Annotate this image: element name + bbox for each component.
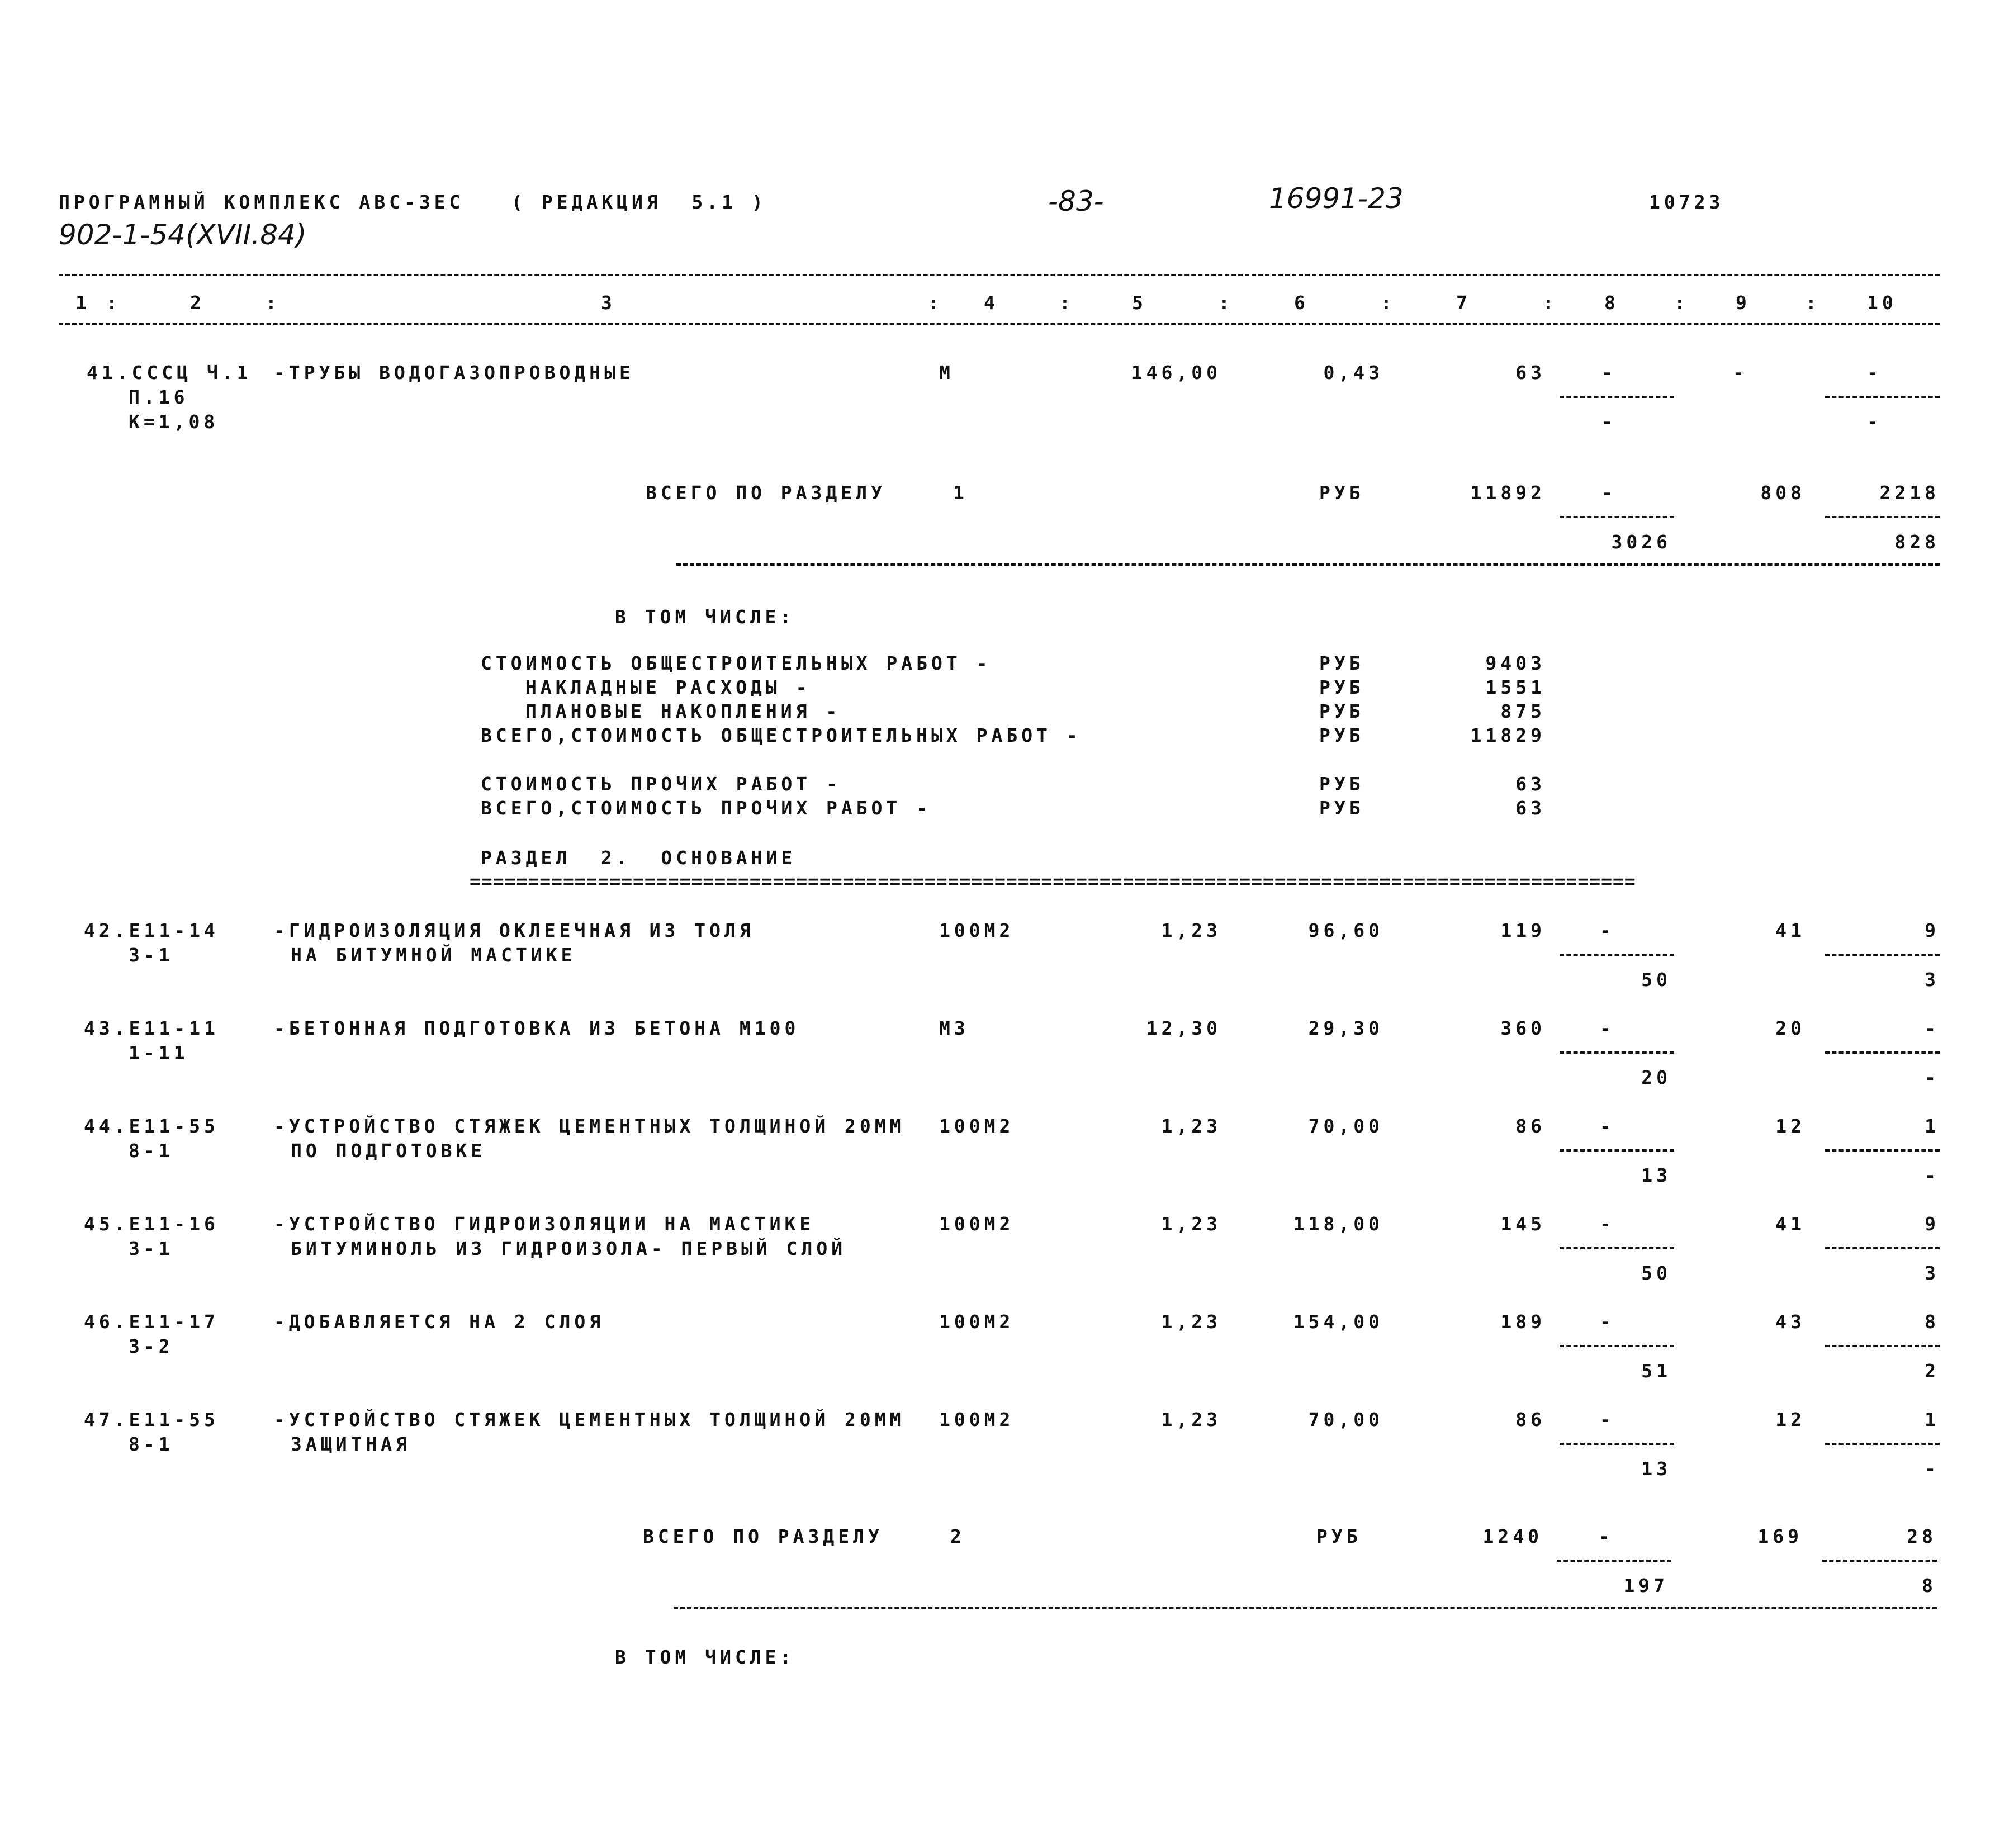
- row-c9: 41: [1775, 920, 1806, 941]
- row-qty: 1,23: [1161, 1213, 1221, 1235]
- total-value: 11892: [1470, 482, 1546, 504]
- incl-label: ВСЕГО,СТОИМОСТЬ ОБЩЕСТРОИТЕЛЬНЫХ РАБОТ -: [481, 724, 1082, 746]
- row-c8: -: [1600, 1115, 1615, 1137]
- row-c10b: -: [1925, 1067, 1940, 1088]
- program-code: 10723: [1649, 191, 1724, 213]
- total-c8b: 3026: [1611, 531, 1671, 553]
- section1-rule: [676, 563, 1940, 566]
- col-7: 7: [1456, 292, 1471, 314]
- row-code-line2: 1-11: [129, 1042, 189, 1064]
- section2-title: РАЗДЕЛ 2. ОСНОВАНИЕ: [481, 847, 797, 869]
- row-qty: 1,23: [1161, 1409, 1221, 1430]
- including-title: В ТОМ ЧИСЛЕ:: [615, 606, 795, 628]
- row-qty: 146,00: [1131, 362, 1221, 383]
- header-rule-bottom: [59, 323, 1940, 325]
- row-total: 119: [1500, 920, 1546, 941]
- row-price: 0,43: [1323, 362, 1383, 383]
- incl-unit: РУБ: [1319, 773, 1364, 795]
- row-total: 86: [1515, 1115, 1546, 1137]
- row-unit: М3: [939, 1017, 969, 1039]
- total-c8: -: [1601, 482, 1617, 504]
- row-c10b: -: [1925, 1164, 1940, 1186]
- col-sep: :: [1219, 292, 1234, 314]
- col-2: 2: [190, 292, 205, 314]
- incl-label: СТОИМОСТЬ ПРОЧИХ РАБОТ -: [481, 773, 841, 795]
- row-code: 43.Е11-11: [84, 1017, 219, 1039]
- row-c10: 9: [1925, 1213, 1940, 1235]
- row-qty: 12,30: [1146, 1017, 1221, 1039]
- incl-label: ВСЕГО,СТОИМОСТЬ ПРОЧИХ РАБОТ -: [481, 797, 932, 819]
- row-code-line2: П.16: [129, 386, 189, 408]
- row-c9: 43: [1775, 1311, 1806, 1333]
- row-name: -ГИДРОИЗОЛЯЦИЯ ОКЛЕЕЧНАЯ ИЗ ТОЛЯ: [274, 920, 755, 941]
- edition-label: ( РЕДАКЦИЯ 5.1 ): [511, 191, 767, 213]
- including-title-2: В ТОМ ЧИСЛЕ:: [615, 1646, 795, 1668]
- row-c8b: 20: [1641, 1067, 1671, 1088]
- total-c10: 28: [1907, 1525, 1937, 1547]
- fraction-rule: [1560, 1345, 1674, 1347]
- header-rule-top: [59, 274, 1940, 276]
- row-price: 70,00: [1308, 1409, 1383, 1430]
- row-c10b: -: [1925, 1458, 1940, 1480]
- row-c10: 9: [1925, 920, 1940, 941]
- row-price: 96,60: [1308, 920, 1383, 941]
- incl-value: 63: [1515, 773, 1546, 795]
- fraction-rule: [1560, 516, 1674, 518]
- row-c8b: 51: [1641, 1360, 1671, 1382]
- row-unit: 100М2: [939, 1409, 1015, 1430]
- incl-value: 1551: [1485, 676, 1546, 698]
- row-name: -ДОБАВЛЯЕТСЯ НА 2 СЛОЯ: [274, 1311, 605, 1333]
- total-unit: РУБ: [1319, 482, 1364, 504]
- col-9: 9: [1736, 292, 1751, 314]
- row-c8b: 13: [1641, 1164, 1671, 1186]
- row-code: 45.Е11-16: [84, 1213, 219, 1235]
- row-c9: 41: [1775, 1213, 1806, 1235]
- col-sep: :: [1674, 292, 1689, 314]
- row-qty: 1,23: [1161, 1115, 1221, 1137]
- total-c9: 169: [1757, 1525, 1803, 1547]
- row-c9: 12: [1775, 1115, 1806, 1137]
- col-sep: :: [1059, 292, 1074, 314]
- row-name: -УСТРОЙСТВО СТЯЖЕК ЦЕМЕНТНЫХ ТОЛЩИНОЙ 20ММ: [274, 1115, 905, 1137]
- row-c8b: 50: [1641, 969, 1671, 991]
- fraction-rule: [1825, 516, 1940, 518]
- total-c8b: 197: [1623, 1575, 1669, 1596]
- row-name-line2: НА БИТУМНОЙ МАСТИКЕ: [291, 944, 576, 966]
- total-section-num: 2: [950, 1525, 965, 1547]
- row-unit: 100М2: [939, 920, 1015, 941]
- page-number: -83-: [1048, 185, 1104, 217]
- fraction-rule: [1560, 1443, 1674, 1445]
- total-c8: -: [1599, 1525, 1614, 1547]
- row-total: 86: [1515, 1409, 1546, 1430]
- row-c9: -: [1733, 362, 1748, 383]
- row-total: 145: [1500, 1213, 1546, 1235]
- incl-unit: РУБ: [1319, 652, 1364, 674]
- row-code: 47.Е11-55: [84, 1409, 219, 1430]
- row-unit: 100М2: [939, 1213, 1015, 1235]
- incl-value: 63: [1515, 797, 1546, 819]
- row-name: -УСТРОЙСТВО ГИДРОИЗОЛЯЦИИ НА МАСТИКЕ: [274, 1213, 815, 1235]
- row-c8: -: [1600, 1409, 1615, 1430]
- fraction-rule: [1825, 1051, 1940, 1054]
- row-c10: -: [1867, 362, 1882, 383]
- row-price: 154,00: [1293, 1311, 1383, 1333]
- row-c8: -: [1600, 920, 1615, 941]
- row-qty: 1,23: [1161, 1311, 1221, 1333]
- fraction-rule: [1560, 1149, 1674, 1152]
- row-price: 29,30: [1308, 1017, 1383, 1039]
- col-sep: :: [1381, 292, 1396, 314]
- row-code-line2: 3-1: [129, 1238, 174, 1259]
- fraction-rule: [1557, 1560, 1671, 1562]
- col-sep: :: [106, 292, 121, 314]
- row-c10b: 3: [1925, 969, 1940, 991]
- row-code: 42.Е11-14: [84, 920, 219, 941]
- row-c8b: -: [1601, 411, 1617, 433]
- row-unit: 100М2: [939, 1311, 1015, 1333]
- row-unit: М: [939, 362, 954, 383]
- row-name-line2: БИТУМИНОЛЬ ИЗ ГИДРОИЗОЛА- ПЕРВЫЙ СЛОЙ: [291, 1238, 847, 1259]
- row-price: 70,00: [1308, 1115, 1383, 1137]
- col-3: 3: [601, 292, 616, 314]
- row-c10: 1: [1925, 1115, 1940, 1137]
- col-6: 6: [1294, 292, 1309, 314]
- row-total: 189: [1500, 1311, 1546, 1333]
- row-name: -ТРУБЫ ВОДОГАЗОПРОВОДНЫЕ: [274, 362, 634, 383]
- row-c9: 20: [1775, 1017, 1806, 1039]
- row-c8: -: [1600, 1311, 1615, 1333]
- incl-unit: РУБ: [1319, 700, 1364, 722]
- row-qty: 1,23: [1161, 920, 1221, 941]
- fraction-rule: [1560, 1247, 1674, 1249]
- row-c9: 12: [1775, 1409, 1806, 1430]
- fraction-rule: [1560, 396, 1674, 398]
- row-code: 41.СССЦ Ч.1: [87, 362, 252, 383]
- row-total: 360: [1500, 1017, 1546, 1039]
- row-name: -БЕТОННАЯ ПОДГОТОВКА ИЗ БЕТОНА М100: [274, 1017, 800, 1039]
- program-title: ПРОГРАМНЫЙ КОМПЛЕКС АВС-ЗЕС: [59, 191, 465, 213]
- col-4: 4: [984, 292, 999, 314]
- incl-unit: РУБ: [1319, 724, 1364, 746]
- total-c10: 2218: [1879, 482, 1940, 504]
- row-code: 46.Е11-17: [84, 1311, 219, 1333]
- row-c8: -: [1600, 1213, 1615, 1235]
- project-code: 902-1-54(XVII.84): [59, 219, 307, 251]
- total-c10b: 828: [1894, 531, 1940, 553]
- row-name-line2: ЗАЩИТНАЯ: [291, 1433, 411, 1455]
- fraction-rule: [1822, 1560, 1937, 1562]
- incl-value: 11829: [1470, 724, 1546, 746]
- total-section-num: 1: [953, 482, 968, 504]
- incl-value: 9403: [1485, 652, 1546, 674]
- row-code-line2: 3-1: [129, 944, 174, 966]
- document-number: 16991-23: [1269, 182, 1404, 215]
- row-c8b: 13: [1641, 1458, 1671, 1480]
- col-5: 5: [1132, 292, 1147, 314]
- fraction-rule: [1825, 1247, 1940, 1249]
- col-1: 1: [75, 292, 91, 314]
- fraction-rule: [1825, 954, 1940, 956]
- fraction-rule: [1825, 1443, 1940, 1445]
- fraction-rule: [1560, 954, 1674, 956]
- col-8: 8: [1604, 292, 1619, 314]
- fraction-rule: [1825, 396, 1940, 398]
- col-sep: :: [1543, 292, 1558, 314]
- row-c8b: 50: [1641, 1262, 1671, 1284]
- fraction-rule: [1825, 1149, 1940, 1152]
- total-label: ВСЕГО ПО РАЗДЕЛУ: [643, 1525, 883, 1547]
- col-sep: :: [928, 292, 943, 314]
- row-c10: 8: [1925, 1311, 1940, 1333]
- total-value: 1240: [1482, 1525, 1543, 1547]
- row-code-line2: 3-2: [129, 1335, 174, 1357]
- col-sep: :: [1806, 292, 1821, 314]
- total-c10b: 8: [1922, 1575, 1937, 1596]
- row-total: 63: [1515, 362, 1546, 383]
- incl-unit: РУБ: [1319, 797, 1364, 819]
- col-sep: :: [266, 292, 281, 314]
- row-c10: 1: [1925, 1409, 1940, 1430]
- row-code-line2: 8-1: [129, 1433, 174, 1455]
- incl-value: 875: [1500, 700, 1546, 722]
- incl-label: ПЛАНОВЫЕ НАКОПЛЕНИЯ -: [525, 700, 841, 722]
- col-10: 10: [1867, 292, 1897, 314]
- section2-rule: [674, 1607, 1937, 1609]
- total-label: ВСЕГО ПО РАЗДЕЛУ: [646, 482, 886, 504]
- fraction-rule: [1825, 1345, 1940, 1347]
- row-name-line2: ПО ПОДГОТОВКЕ: [291, 1140, 486, 1162]
- row-unit: 100М2: [939, 1115, 1015, 1137]
- row-c8: -: [1600, 1017, 1615, 1039]
- incl-label: НАКЛАДНЫЕ РАСХОДЫ -: [525, 676, 811, 698]
- fraction-rule: [1560, 1051, 1674, 1054]
- row-c8: -: [1601, 362, 1617, 383]
- row-code-line2: 8-1: [129, 1140, 174, 1162]
- row-name: -УСТРОЙСТВО СТЯЖЕК ЦЕМЕНТНЫХ ТОЛЩИНОЙ 20ММ: [274, 1409, 905, 1430]
- total-unit: РУБ: [1316, 1525, 1362, 1547]
- incl-label: СТОИМОСТЬ ОБЩЕСТРОИТЕЛЬНЫХ РАБОТ -: [481, 652, 992, 674]
- row-c10b: -: [1867, 411, 1882, 433]
- section2-underline: ====================================================================================================: [470, 870, 1636, 892]
- row-c10b: 2: [1925, 1360, 1940, 1382]
- row-code-line3: К=1,08: [129, 411, 219, 433]
- row-code: 44.Е11-55: [84, 1115, 219, 1137]
- total-c9: 808: [1760, 482, 1806, 504]
- incl-unit: РУБ: [1319, 676, 1364, 698]
- row-c10b: 3: [1925, 1262, 1940, 1284]
- row-price: 118,00: [1293, 1213, 1383, 1235]
- row-c10: -: [1925, 1017, 1940, 1039]
